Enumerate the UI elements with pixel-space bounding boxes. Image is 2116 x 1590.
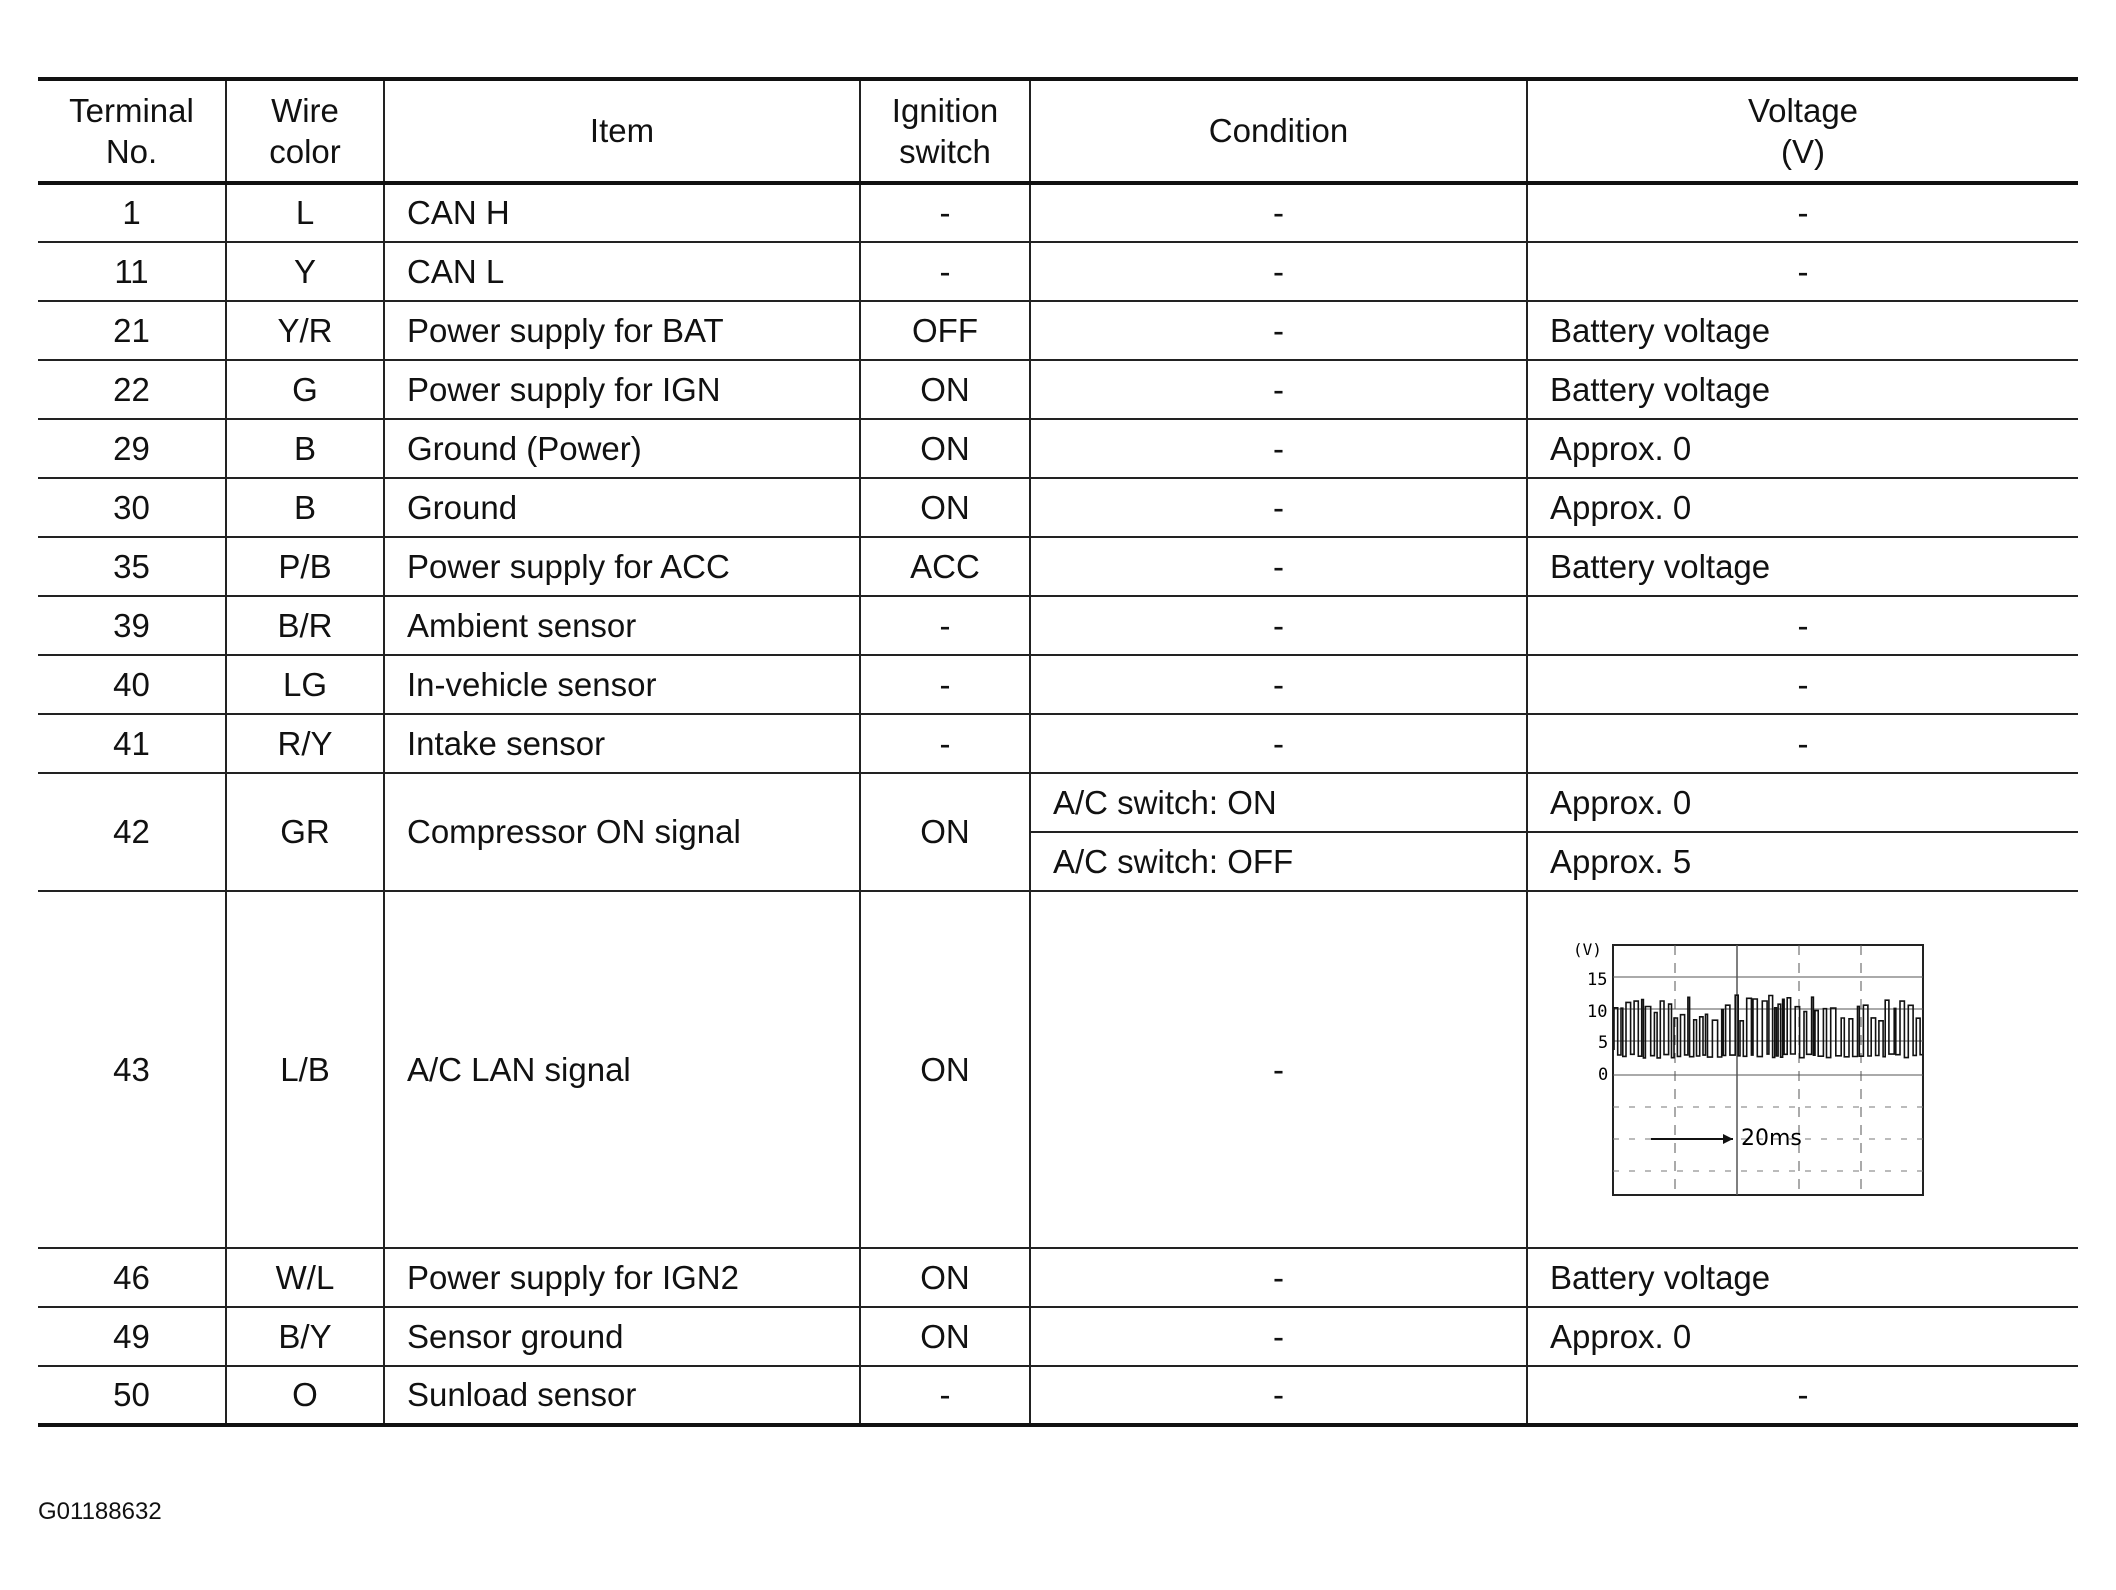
- voltage-cell: -: [1527, 596, 2078, 655]
- condition-cell: -: [1030, 1366, 1527, 1425]
- wire-color-cell: L: [226, 183, 384, 242]
- condition-cell: A/C switch: ON: [1030, 773, 1527, 832]
- header-item: Item: [384, 79, 860, 183]
- condition-cell: -: [1030, 183, 1527, 242]
- item-cell: A/C LAN signal: [384, 891, 860, 1248]
- item-cell: Ambient sensor: [384, 596, 860, 655]
- table-row: [38, 773, 2078, 832]
- table-header: [38, 79, 2078, 183]
- item-cell: Power supply for BAT: [384, 301, 860, 360]
- table-row: [38, 242, 2078, 301]
- wire-color-cell: R/Y: [226, 714, 384, 773]
- terminal-cell: 50: [38, 1366, 226, 1425]
- condition-cell: -: [1030, 419, 1527, 478]
- wire-color-cell: B/Y: [226, 1307, 384, 1366]
- header-ignition-switch: Ignition switch: [860, 79, 1030, 183]
- condition-cell: -: [1030, 714, 1527, 773]
- wire-color-cell: O: [226, 1366, 384, 1425]
- table-row: [38, 655, 2078, 714]
- wire-color-cell: G: [226, 360, 384, 419]
- table-row: [38, 714, 2078, 773]
- item-cell: Sensor ground: [384, 1307, 860, 1366]
- condition-cell: -: [1030, 242, 1527, 301]
- voltage-cell: Battery voltage: [1527, 1248, 2078, 1307]
- condition-cell: -: [1030, 360, 1527, 419]
- ignition-cell: ON: [860, 360, 1030, 419]
- ignition-cell: ACC: [860, 537, 1030, 596]
- voltage-cell: Approx. 5: [1527, 832, 2078, 891]
- wire-color-cell: W/L: [226, 1248, 384, 1307]
- ignition-cell: ON: [860, 1307, 1030, 1366]
- ignition-cell: -: [860, 183, 1030, 242]
- item-cell: CAN L: [384, 242, 860, 301]
- wire-color-cell: GR: [226, 773, 384, 891]
- terminal-cell: 30: [38, 478, 226, 537]
- voltage-cell: [1527, 891, 2078, 1248]
- condition-cell: -: [1030, 655, 1527, 714]
- wire-color-cell: Y: [226, 242, 384, 301]
- ignition-cell: ON: [860, 891, 1030, 1248]
- condition-cell: -: [1030, 596, 1527, 655]
- item-cell: Intake sensor: [384, 714, 860, 773]
- terminal-cell: 22: [38, 360, 226, 419]
- item-cell: Sunload sensor: [384, 1366, 860, 1425]
- ignition-cell: -: [860, 1366, 1030, 1425]
- voltage-cell: Approx. 0: [1527, 1307, 2078, 1366]
- voltage-cell: -: [1527, 655, 2078, 714]
- waveform-tick-5: 5: [1598, 1032, 1609, 1053]
- voltage-cell: Battery voltage: [1527, 537, 2078, 596]
- terminal-cell: 29: [38, 419, 226, 478]
- terminal-table: [38, 77, 2078, 1427]
- terminal-cell: 39: [38, 596, 226, 655]
- waveform-time-label: 20ms: [1741, 1125, 1802, 1151]
- ignition-cell: ON: [860, 478, 1030, 537]
- terminal-cell: 35: [38, 537, 226, 596]
- voltage-cell: -: [1527, 1366, 2078, 1425]
- terminal-cell: 21: [38, 301, 226, 360]
- table-row: [38, 1307, 2078, 1366]
- ignition-cell: ON: [860, 773, 1030, 891]
- wire-color-cell: B: [226, 419, 384, 478]
- item-cell: Power supply for ACC: [384, 537, 860, 596]
- item-cell: Compressor ON signal: [384, 773, 860, 891]
- header-terminal: Terminal No.: [38, 79, 226, 183]
- condition-cell: -: [1030, 478, 1527, 537]
- voltage-cell: Approx. 0: [1527, 419, 2078, 478]
- voltage-cell: Battery voltage: [1527, 360, 2078, 419]
- wire-color-cell: B/R: [226, 596, 384, 655]
- ignition-cell: ON: [860, 1248, 1030, 1307]
- item-cell: Power supply for IGN: [384, 360, 860, 419]
- waveform-tick-0: 0: [1598, 1064, 1609, 1085]
- waveform-tick-15: 15: [1587, 969, 1608, 990]
- ignition-cell: ON: [860, 419, 1030, 478]
- table-row: [38, 419, 2078, 478]
- waveform-trace: [1614, 995, 1922, 1058]
- waveform-frame: [1613, 945, 1923, 1195]
- table-row: [38, 891, 2078, 1248]
- voltage-cell: -: [1527, 183, 2078, 242]
- terminal-cell: 46: [38, 1248, 226, 1307]
- table-row: [38, 596, 2078, 655]
- table-row: [38, 360, 2078, 419]
- terminal-cell: 1: [38, 183, 226, 242]
- item-cell: Power supply for IGN2: [384, 1248, 860, 1307]
- item-cell: Ground (Power): [384, 419, 860, 478]
- condition-cell: -: [1030, 891, 1527, 1248]
- wire-color-cell: Y/R: [226, 301, 384, 360]
- table-row: [38, 1366, 2078, 1425]
- table-row: [38, 537, 2078, 596]
- header-wire-color: Wire color: [226, 79, 384, 183]
- ignition-cell: -: [860, 714, 1030, 773]
- table-row: [38, 301, 2078, 360]
- wire-color-cell: P/B: [226, 537, 384, 596]
- ignition-cell: -: [860, 596, 1030, 655]
- terminal-cell: 42: [38, 773, 226, 891]
- item-cell: Ground: [384, 478, 860, 537]
- waveform-unit-label: (V): [1573, 939, 1602, 959]
- ignition-cell: -: [860, 242, 1030, 301]
- terminal-cell: 40: [38, 655, 226, 714]
- ignition-cell: OFF: [860, 301, 1030, 360]
- voltage-cell: -: [1527, 242, 2078, 301]
- wire-color-cell: B: [226, 478, 384, 537]
- condition-cell: -: [1030, 301, 1527, 360]
- voltage-cell: -: [1527, 714, 2078, 773]
- table-row: [38, 478, 2078, 537]
- voltage-cell: Approx. 0: [1527, 773, 2078, 832]
- time-scale-arrow: [1723, 1134, 1733, 1144]
- condition-cell: -: [1030, 1307, 1527, 1366]
- terminal-cell: 11: [38, 242, 226, 301]
- header-condition: Condition: [1030, 79, 1527, 183]
- condition-cell: A/C switch: OFF: [1030, 832, 1527, 891]
- voltage-cell: Approx. 0: [1527, 478, 2078, 537]
- ignition-cell: -: [860, 655, 1030, 714]
- condition-cell: -: [1030, 1248, 1527, 1307]
- table-row: [38, 183, 2078, 242]
- item-cell: CAN H: [384, 183, 860, 242]
- waveform-tick-10: 10: [1587, 1001, 1608, 1022]
- terminal-cell: 43: [38, 891, 226, 1248]
- voltage-cell: Battery voltage: [1527, 301, 2078, 360]
- oscilloscope-waveform: [1573, 935, 1953, 1205]
- table-row: [38, 1248, 2078, 1307]
- wire-color-cell: LG: [226, 655, 384, 714]
- terminal-cell: 41: [38, 714, 226, 773]
- wire-color-cell: L/B: [226, 891, 384, 1248]
- header-voltage: Voltage (V): [1527, 79, 2078, 183]
- item-cell: In-vehicle sensor: [384, 655, 860, 714]
- figure-id: G01188632: [38, 1498, 162, 1525]
- condition-cell: -: [1030, 537, 1527, 596]
- terminal-cell: 49: [38, 1307, 226, 1366]
